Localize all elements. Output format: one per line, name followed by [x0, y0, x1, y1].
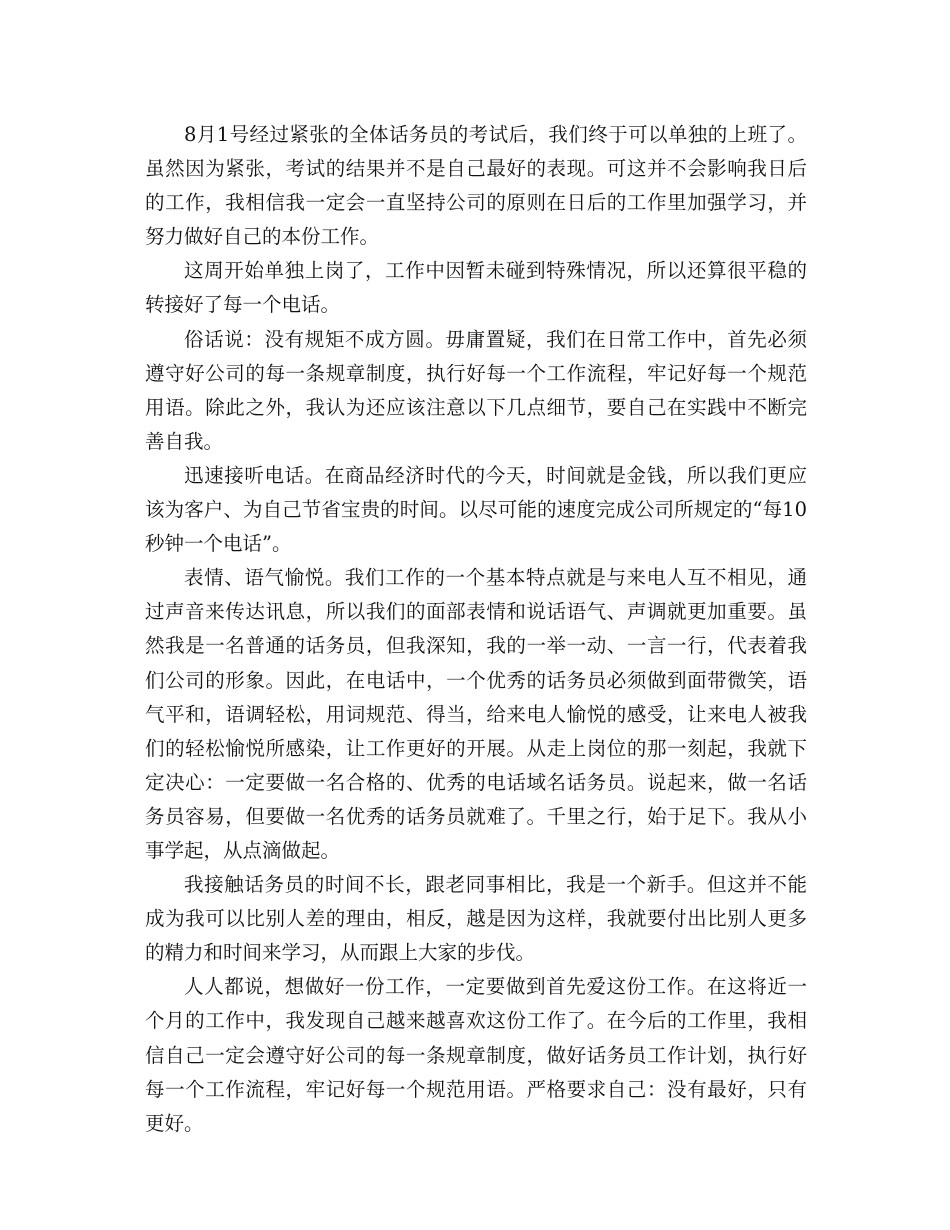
paragraph-first-week: 这周开始单独上岗了，工作中因暂未碰到特殊情况，所以还算很平稳的转接好了每一个电话。 [145, 259, 807, 317]
paragraph-exam: 8月1号经过紧张的全体话务员的考试后，我们终于可以单独的上班了。虽然因为紧张，考试的结果并不是自己最好的表现。可这并不会影响我日后的工作，我相信我一定会一直坚持公司的原则在日后的工作里加强学习，并努力做好自己的本份工作。 [145, 123, 807, 249]
paragraph-tone: 表情、语气愉悦。我们工作的一个基本特点就是与来电人互不相见，通过声音来传达讯息，所以我们的面部表情和说话语气、声调就更加重要。虽然我是一名普通的话务员，但我深知，我的一举一动、一言一行，代表着我们公司的形象。因此，在电话中，一个优秀的话务员必须做到面带微笑，语气平和，语调轻松，用词规范、得当，给来电人愉悦的感受，让来电人被我们的轻松愉悦所感染，让工作更好的开展。从走上岗位的那一刻起，我就下定决心：一定要做一名合格的、优秀的电话域名话务员。说起来，做一名话务员容易，但要做一名优秀的话务员就难了。千里之行，始于足下。我从小事学起，从点滴做起。 [145, 566, 807, 862]
paragraph-rules: 俗话说：没有规矩不成方圆。毋庸置疑，我们在日常工作中，首先必须遵守好公司的每一条规章制度，执行好每一个工作流程，牢记好每一个规范用语。除此之外，我认为还应该注意以下几点细节，要自己在实践中不断完善自我。 [145, 327, 807, 453]
paragraph-answer-quickly: 迅速接听电话。在商品经济时代的今天，时间就是金钱，所以我们更应该为客户、为自己节省宝贵的时间。以尽可能的速度完成公司所规定的“每10秒钟一个电话”。 [145, 463, 807, 556]
paragraph-love-work: 人人都说，想做好一份工作，一定要做到首先爱这份工作。在这将近一个月的工作中，我发现自己越来越喜欢这份工作了。在今后的工作里，我相信自己一定会遵守好公司的每一条规章制度，做好话务员工作计划，执行好每一个工作流程，牢记好每一个规范用语。严格要求自己：没有最好，只有更好。 [145, 975, 807, 1135]
document-body [145, 118, 807, 1141]
paragraph-newcomer: 我接触话务员的时间不长，跟老同事相比，我是一个新手。但这并不能成为我可以比别人差的理由，相反，越是因为这样，我就要付出比别人更多的精力和时间来学习，从而跟上大家的步伐。 [145, 873, 807, 965]
